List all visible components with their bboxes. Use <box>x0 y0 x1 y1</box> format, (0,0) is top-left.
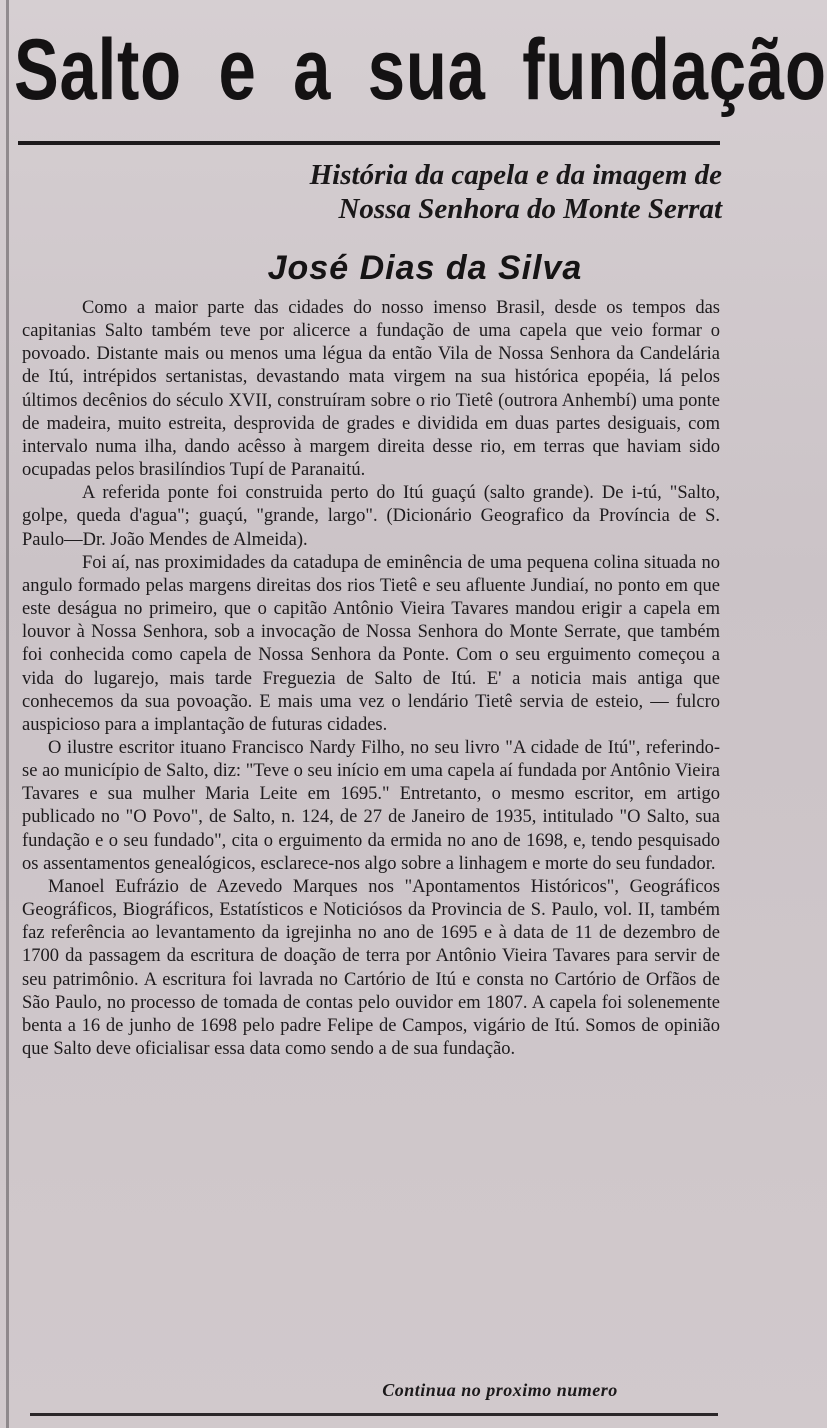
article-paragraph: A referida ponte foi construida perto do Itú guaçú (salto grande). De i-tú, "Salto, golpe, queda d'agua"; guaçú, "grande, largo". (Dicionário Geografico da Província de S. Paulo—Dr. João Mendes de Almeida). <box>22 483 720 550</box>
headline-rule <box>18 141 720 145</box>
article-paragraph: Foi aí, nas proximidades da catadupa de eminência de uma pequena colina situada no angulo formado pelas margens direitas dos rios Tietê e seu afluente Jundiaí, no ponto em que este deságua no primeiro, que o capitão Antônio Vieira Tavares mandou erigir a capela em louvor à Nossa Senhora, sob a invocação de Nossa Senhora do Monte Serrate, que também foi conhecida como capela de Nossa Senhora da Ponte. Com o seu erguimento começou a vida do lugarejo, mais tarde Freguezia de Salto de Itú. E' a noticia mais antiga que conhecemos da sua povoação. E mais uma vez o lendário Tietê servia de esteio, — fulcro auspicioso para a implantação de futuras cidades. <box>22 552 720 735</box>
footer-rule <box>30 1413 718 1416</box>
clipping-edge-shadow <box>6 0 9 1428</box>
article-paragraph: Como a maior parte das cidades do nosso imenso Brasil, desde os tempos das capitanias Salto também teve por alicerce a fundação de uma capela que veio formar o povoado. Distante mais ou menos uma légua da então Vila de Nossa Senhora da Candelária de Itú, intrépidos sertanistas, devastando mata virgem na sua histórica epopéia, lá pelos últimos decênios do século XVII, construíram sobre o rio Tietê (outrora Anhembí) uma ponte de madeira, muito estreita, desprovida de grades e dividida em duas partes desiguais, com intervalo numa ilha, dando acêsso à margem direita desse rio, em terras que haviam sido ocupadas pelos brasilíndios Tupí de Paranaitú. <box>22 298 720 481</box>
article-author: José Dias da Silva <box>267 249 583 287</box>
subtitle-line-1: História da capela e da imagem de <box>309 159 722 191</box>
article-paragraph: Manoel Eufrázio de Azevedo Marques nos "Apontamentos Históricos", Geográficos Geográficos, Biográficos, Estatísticos e Noticiósos da Provincia de S. Paulo, vol. II, também faz referência ao levantamento da igrejinha no ano de 1695 e à data de 11 de dezembro de 1700 da passagem da escritura de doação de terra por Antônio Vieira Tavares para servir de seu patrimônio. A escritura foi lavrada no Cartório de Itú e consta no Cartório de Orfãos de São Paulo, no processo de tomada de contas pelo ouvidor em 1807. A capela foi solenemente benta a 16 de junho de 1698 pelo padre Felipe de Campos, vigário de Itú. Somos de opinião que Salto deve oficialisar essa data como sendo a de sua fundação. <box>22 876 720 1059</box>
article-paragraph: O ilustre escritor ituano Francisco Nardy Filho, no seu livro "A cidade de Itú", referindo-se ao município de Salto, diz: "Teve o seu início em uma capela aí fundada por Antônio Vieira Tavares e sua mulher Maria Leite em 1695." Entretanto, o mesmo escritor, em artigo publicado no "O Povo", de Salto, n. 124, de 27 de Janeiro de 1935, intitulado "O Salto, sua fundação e o seu fundado", cita o erguimento da ermida no ano de 1698, e, tendo pesquisado os assentamentos genealógicos, esclarece-nos algo sobre a linhagem e morte do seu fundador. <box>22 737 720 874</box>
subtitle-line-2: Nossa Senhora do Monte Serrat <box>338 193 722 225</box>
article-subtitle <box>150 158 722 226</box>
article-headline: Salto e a sua fundação <box>14 22 827 118</box>
continued-note: Continua no proximo numero <box>382 1380 618 1400</box>
article-body <box>22 297 720 1061</box>
